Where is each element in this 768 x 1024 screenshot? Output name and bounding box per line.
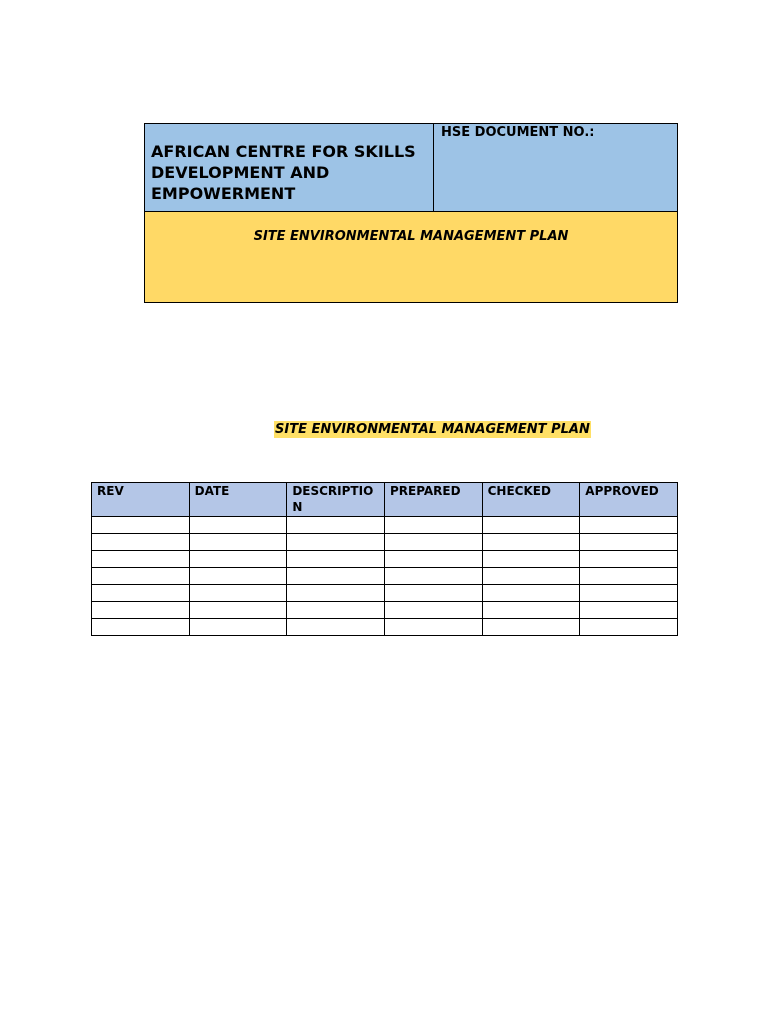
table-cell: [580, 619, 678, 636]
table-cell: [189, 602, 287, 619]
revision-table-body: [92, 517, 678, 636]
revision-table-header-row: [92, 483, 678, 517]
table-cell: [92, 551, 190, 568]
table-cell: [92, 534, 190, 551]
table-cell: [287, 602, 385, 619]
column-header-approved: APPROVED: [580, 483, 678, 517]
table-row: [92, 602, 678, 619]
table-cell: [189, 568, 287, 585]
table-row: [92, 585, 678, 602]
document-header-box: [144, 123, 678, 303]
table-cell: [482, 619, 580, 636]
document-number-label: HSE DOCUMENT NO.:: [441, 125, 595, 140]
column-header-date: DATE: [189, 483, 287, 517]
table-cell: [384, 551, 482, 568]
table-cell: [384, 568, 482, 585]
column-header-checked: CHECKED: [482, 483, 580, 517]
table-cell: [189, 551, 287, 568]
column-header-rev: REV: [92, 483, 190, 517]
table-cell: [189, 619, 287, 636]
table-cell: [580, 602, 678, 619]
table-row: [92, 568, 678, 585]
table-cell: [482, 517, 580, 534]
table-cell: [287, 517, 385, 534]
table-cell: [384, 585, 482, 602]
main-heading: SITE ENVIRONMENTAL MANAGEMENT PLAN: [275, 422, 590, 437]
table-cell: [580, 585, 678, 602]
column-header-prepared: PREPARED: [384, 483, 482, 517]
table-cell: [287, 551, 385, 568]
table-cell: [287, 585, 385, 602]
table-cell: [92, 585, 190, 602]
table-row: [92, 534, 678, 551]
table-cell: [384, 534, 482, 551]
table-cell: [580, 568, 678, 585]
table-row: [92, 551, 678, 568]
table-cell: [580, 551, 678, 568]
table-cell: [189, 534, 287, 551]
table-cell: [189, 517, 287, 534]
table-cell: [384, 619, 482, 636]
table-cell: [92, 517, 190, 534]
organization-name: AFRICAN CENTRE FOR SKILLS DEVELOPMENT AND EMPOWERMENT: [151, 142, 416, 203]
revision-table: [91, 482, 678, 636]
table-cell: [384, 517, 482, 534]
table-cell: [287, 534, 385, 551]
plan-title: SITE ENVIRONMENTAL MANAGEMENT PLAN: [253, 229, 569, 245]
plan-title-cell: [145, 212, 678, 303]
table-row: [92, 517, 678, 534]
table-cell: [580, 534, 678, 551]
table-cell: [287, 568, 385, 585]
table-cell: [580, 517, 678, 534]
table-cell: [92, 568, 190, 585]
table-cell: [189, 585, 287, 602]
table-cell: [482, 551, 580, 568]
table-cell: [482, 602, 580, 619]
table-cell: [482, 568, 580, 585]
table-cell: [384, 602, 482, 619]
document-number-cell: [434, 124, 678, 212]
table-row: [92, 619, 678, 636]
table-cell: [287, 619, 385, 636]
column-header-description: DESCRIPTION: [287, 483, 385, 517]
table-cell: [92, 602, 190, 619]
organization-cell: [145, 124, 434, 212]
table-cell: [92, 619, 190, 636]
table-cell: [482, 585, 580, 602]
table-cell: [482, 534, 580, 551]
